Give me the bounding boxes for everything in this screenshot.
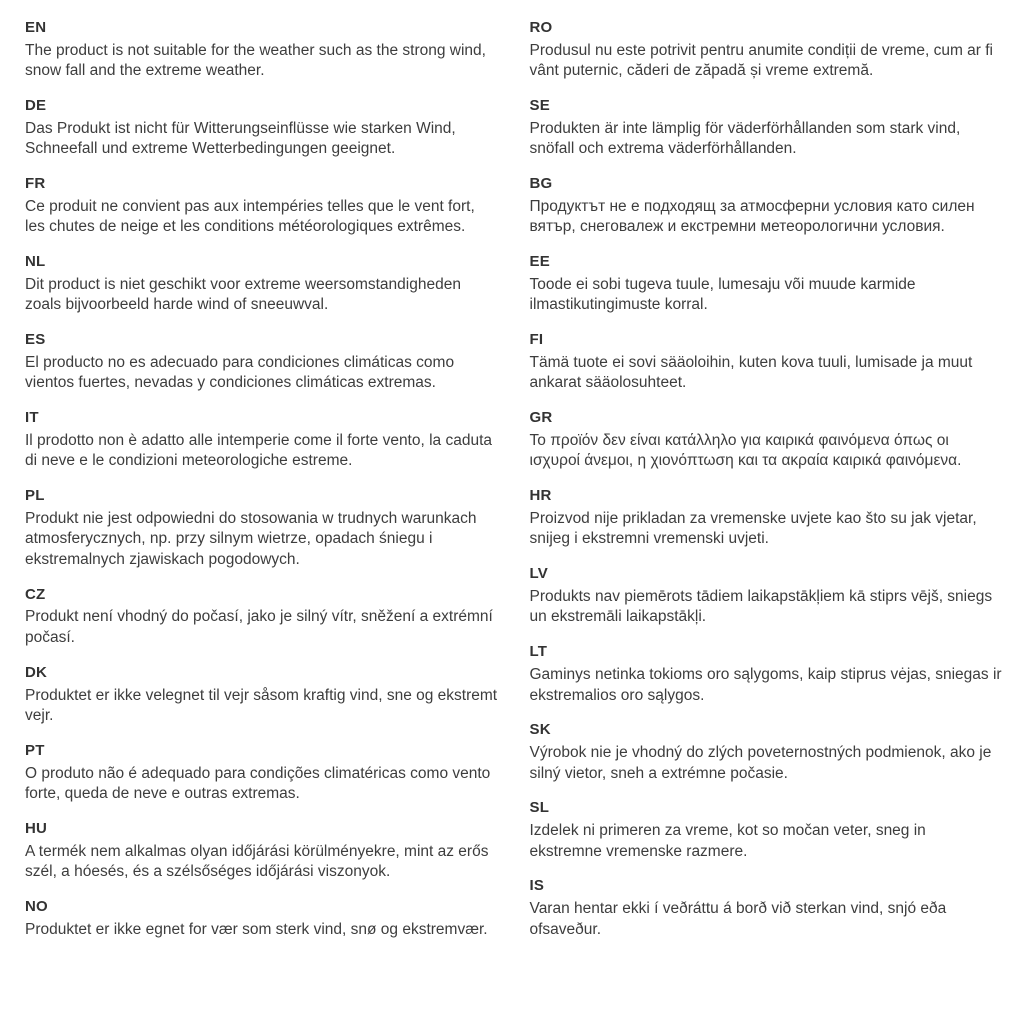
language-code: HU [25, 820, 48, 838]
left-column [25, 18, 498, 1014]
language-entry-pl [25, 486, 498, 571]
language-entry-nl [25, 252, 498, 316]
language-entry-dk [25, 663, 498, 727]
language-code: SL [529, 799, 550, 817]
language-entry-sk [530, 720, 1003, 784]
language-code: FR [25, 175, 46, 193]
warning-text: The product is not suitable for the weather such as the strong wind, snow fall and the extreme weather. [25, 41, 486, 80]
language-entry-en [25, 18, 498, 82]
language-entry-cz [25, 585, 498, 649]
warning-text: Gaminys netinka tokioms oro sąlygoms, kaip stiprus vėjas, sniegas ir ekstremalios oro sąlygos. [529, 665, 1002, 704]
language-entry-no [25, 897, 498, 940]
language-entry-gr [530, 408, 1003, 472]
language-code: ES [25, 331, 46, 349]
warning-text: Produkt nie jest odpowiedni do stosowania w trudnych warunkach atmosferycznych, np. przy silnym wietrze, opadach śniegu i ekstremalnych zjawiskach pogodowych. [25, 509, 477, 569]
language-code: PT [25, 742, 45, 760]
language-code: NO [25, 898, 48, 916]
language-entry-ro [530, 18, 1003, 82]
language-code: SE [529, 97, 550, 115]
warning-text: Dit product is niet geschikt voor extreme weersomstandigheden zoals bijvoorbeeld harde wind of sneeuwval. [25, 275, 461, 314]
warning-text: Produktet er ikke velegnet til vejr såsom kraftig vind, sne og ekstremt vejr. [25, 686, 498, 725]
language-code: DE [25, 97, 47, 115]
warning-text: Toode ei sobi tugeva tuule, lumesaju või muude karmide ilmastikutingimuste korral. [529, 275, 916, 314]
warning-text: Produkten är inte lämplig för väderförhållanden som stark vind, snöfall och extrema väderförhållanden. [529, 119, 961, 158]
language-entry-sl [530, 798, 1003, 862]
language-code: HR [529, 487, 552, 505]
language-entry-bg [530, 174, 1003, 238]
language-code: NL [25, 253, 46, 271]
warning-text: Produktet er ikke egnet for vær som sterk vind, snø og ekstremvær. [25, 920, 488, 938]
language-code: PL [25, 487, 45, 505]
language-entry-it [25, 408, 498, 472]
warning-text: Produsul nu este potrivit pentru anumite condiții de vreme, cum ar fi vânt puternic, căderi de zăpadă și vreme extremă. [529, 41, 994, 80]
warning-text: Produkt není vhodný do počasí, jako je silný vítr, sněžení a extrémní počasí. [25, 608, 493, 647]
warning-text: Ce produit ne convient pas aux intempéries telles que le vent fort, les chutes de neige et les conditions météorologiques extrêmes. [25, 197, 475, 236]
language-entry-se [530, 96, 1003, 160]
language-entry-fr [25, 174, 498, 238]
warning-text: Das Produkt ist nicht für Witterungseinflüsse wie starken Wind, Schneefall und extreme Wetterbedingungen geeignet. [25, 119, 456, 158]
right-column [530, 18, 1003, 1014]
warning-text: Izdelek ni primeren za vreme, kot so močan veter, sneg in ekstremne vremenske razmere. [529, 821, 926, 860]
language-code: EN [25, 19, 47, 36]
warning-text: A termék nem alkalmas olyan időjárási körülményekre, mint az erős szél, a hóesés, és a szélsőséges időjárási viszonyok. [25, 842, 489, 881]
language-entry-is [530, 876, 1003, 940]
language-entry-hu [25, 819, 498, 883]
language-entry-de [25, 96, 498, 160]
warning-text: El producto no es adecuado para condiciones climáticas como vientos fuertes, nevadas y condiciones climáticas extremas. [25, 353, 455, 392]
warning-text: Proizvod nije prikladan za vremenske uvjete kao što su jak vjetar, snijeg i ekstremni vremenski uvjeti. [529, 509, 977, 548]
language-code: LV [529, 565, 548, 583]
language-entry-ee [530, 252, 1003, 316]
language-entry-lt [530, 642, 1003, 706]
warning-text: O produto não é adequado para condições climatéricas como vento forte, queda de neve e outras extremas. [25, 764, 491, 803]
language-entry-lv [530, 564, 1003, 628]
warning-text: Tämä tuote ei sovi sääoloihin, kuten kova tuuli, lumisade ja muut ankarat sääolosuhteet. [529, 353, 973, 392]
language-code: RO [529, 19, 553, 36]
language-code: CZ [25, 585, 46, 603]
language-code: LT [529, 643, 548, 661]
warning-text: Varan hentar ekki í veðráttu á borð við sterkan vind, snjó eða ofsaveður. [529, 899, 947, 938]
language-code: SK [529, 721, 551, 739]
language-entry-hr [530, 486, 1003, 550]
language-entry-es [25, 330, 498, 394]
warning-text: Il prodotto non è adatto alle intemperie come il forte vento, la caduta di neve e le condizioni meteorologiche estreme. [25, 431, 493, 470]
warning-text: Výrobok nie je vhodný do zlých poveternostných podmienok, ako je silný vietor, sneh a extrémne počasie. [529, 743, 992, 782]
warning-text: Продуктът не е подходящ за атмосферни условия като силен вятър, снеговалеж и екстремни метеорологични условия. [529, 197, 975, 236]
warning-text: Produkts nav piemērots tādiem laikapstākļiem kā stiprs vējš, sniegs un ekstremāli laikapstākļi. [529, 587, 993, 626]
language-code: GR [529, 409, 553, 427]
language-entry-fi [530, 330, 1003, 394]
warning-text: Το προϊόν δεν είναι κατάλληλο για καιρικά φαινόμενα όπως οι ισχυροί άνεμοι, η χιονόπτωση και τα ακραία καιρικά φαινόμενα. [529, 431, 962, 470]
language-code: IS [529, 877, 545, 895]
language-code: DK [25, 664, 48, 682]
language-code: FI [529, 331, 544, 349]
language-code: EE [529, 253, 550, 271]
language-entry-pt [25, 741, 498, 805]
language-code: IT [25, 409, 39, 427]
language-code: BG [529, 175, 553, 193]
